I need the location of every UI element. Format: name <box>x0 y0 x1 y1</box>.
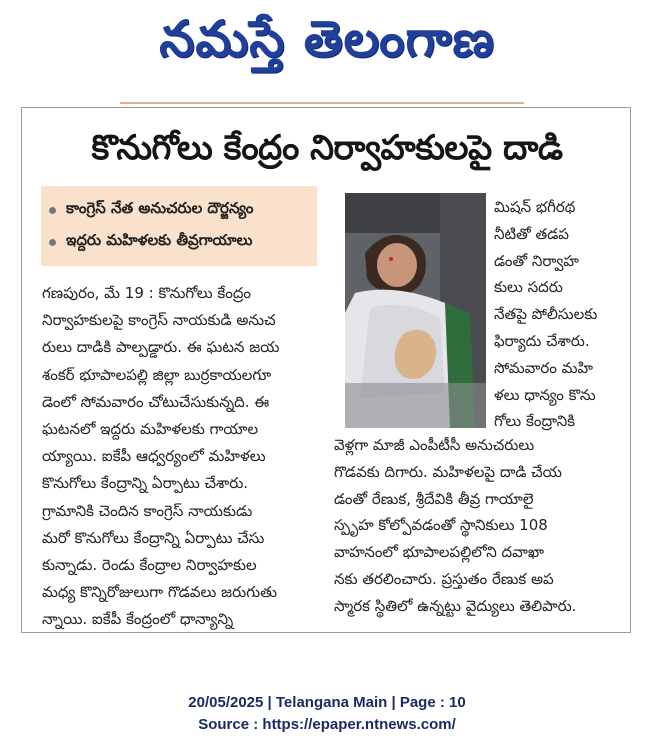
body-line: వాహనంలో భూపాలపల్లిలోని దవాఖా <box>334 543 545 562</box>
body-line: య్యాయి. ఐకేపీ ఆధ్వర్యంలో మహిళలు <box>42 447 266 466</box>
body-line: కొనుగోలు కేంద్రాన్ని ఏర్పాటు చేశారు. <box>42 474 249 493</box>
body-line: ఫిర్యాదు చేశారు. <box>494 331 590 350</box>
body-line: రులు దాడికి పాల్పడ్డారు. ఈ ఘటన జయ <box>42 338 280 357</box>
body-line: వెళ్లగా మాజీ ఎంపీటీసీ అనుచరులు <box>334 436 535 454</box>
newspaper-logo: నమస్తే తెలంగాణ <box>159 10 495 68</box>
body-line: కున్నాడు. రెండు కేంద్రాల నిర్వాహకుల <box>42 555 257 574</box>
highlight-item <box>49 226 311 258</box>
bullet-icon <box>49 239 56 246</box>
highlight-item <box>49 194 311 226</box>
masthead <box>0 0 654 78</box>
body-line: గోలు కేంద్రానికి <box>494 412 575 431</box>
body-line: స్పృహ కోల్పోవడంతో స్థానికులు 108 <box>334 516 548 535</box>
article-body-left <box>42 280 322 633</box>
body-line: డెంలో సోమవారం చోటుచేసుకున్నది. ఈ <box>42 392 270 411</box>
edition-info: 20/05/2025 | Telangana Main | Page : 10 <box>188 694 466 711</box>
body-line: నీటితో తడప <box>494 224 569 243</box>
source-link[interactable]: Source : https://epaper.ntnews.com/ <box>198 716 456 733</box>
body-line: మధ్య కొన్నిరోజులుగా గొడవలు జరుగుతు <box>42 583 277 602</box>
article-body-right-top <box>494 194 618 435</box>
body-line: నేతపై పోలీసులకు <box>494 305 598 324</box>
page-footer <box>0 692 654 736</box>
article-headline: కొనుగోలు కేంద్రం నిర్వాహకులపై దాడి <box>91 128 563 168</box>
body-line: నకు తరలించారు. ప్రస్తుతం రేణుక అప <box>334 569 554 588</box>
body-line: గణపురం, మే 19 : కొనుగోలు కేంద్రం <box>42 284 252 302</box>
body-line: మిషన్ భగీరథ <box>494 198 576 216</box>
highlight-text: కాంగ్రెస్ నేత అనుచరుల దౌర్జన్యం <box>66 199 254 217</box>
masthead-divider <box>120 102 524 104</box>
highlight-text: ఇద్దరు మహిళలకు తీవ్రగాయాలు <box>66 231 253 249</box>
body-line: సోమవారం మహి <box>494 358 594 377</box>
body-line: స్మారక స్థితిలో ఉన్నట్టు వైద్యులు తెలిపారు. <box>334 596 577 615</box>
body-line: గొడవకు దిగారు. మహిళలపై దాడి చేయ <box>334 462 562 481</box>
body-line: న్నాయి. ఐకేపీ కేంద్రంలో ధాన్యాన్ని <box>42 610 234 629</box>
body-line: ళలు ధాన్యం కొను <box>494 385 596 404</box>
article-photo <box>345 193 486 428</box>
body-line: గ్రామానికి చెందిన కాంగ్రెస్ నాయకుడు <box>42 501 253 520</box>
body-line: డంతో రేణుక, శ్రీదేవికి తీవ్ర గాయాలై <box>334 489 534 508</box>
body-line: ఘటనలో ఇద్దరు మహిళలకు గాయాల <box>42 419 259 438</box>
article-body-right-bottom <box>334 432 620 620</box>
body-line: నిర్వాహకులపై కాంగ్రెస్ నాయకుడి అనుచ <box>42 311 276 330</box>
body-line: శంకర్ భూపాలపల్లి జిల్లా బుర్రకాయలగూ <box>42 365 272 384</box>
injured-woman-photo <box>345 193 486 428</box>
bullet-icon <box>49 207 56 214</box>
body-line: మరో కొనుగోలు కేంద్రాన్ని ఏర్పాటు చేసు <box>42 528 265 547</box>
body-line: డంతో నిర్వాహ <box>494 251 579 270</box>
body-line: కులు సదరు <box>494 278 563 297</box>
highlights-box <box>41 186 317 266</box>
